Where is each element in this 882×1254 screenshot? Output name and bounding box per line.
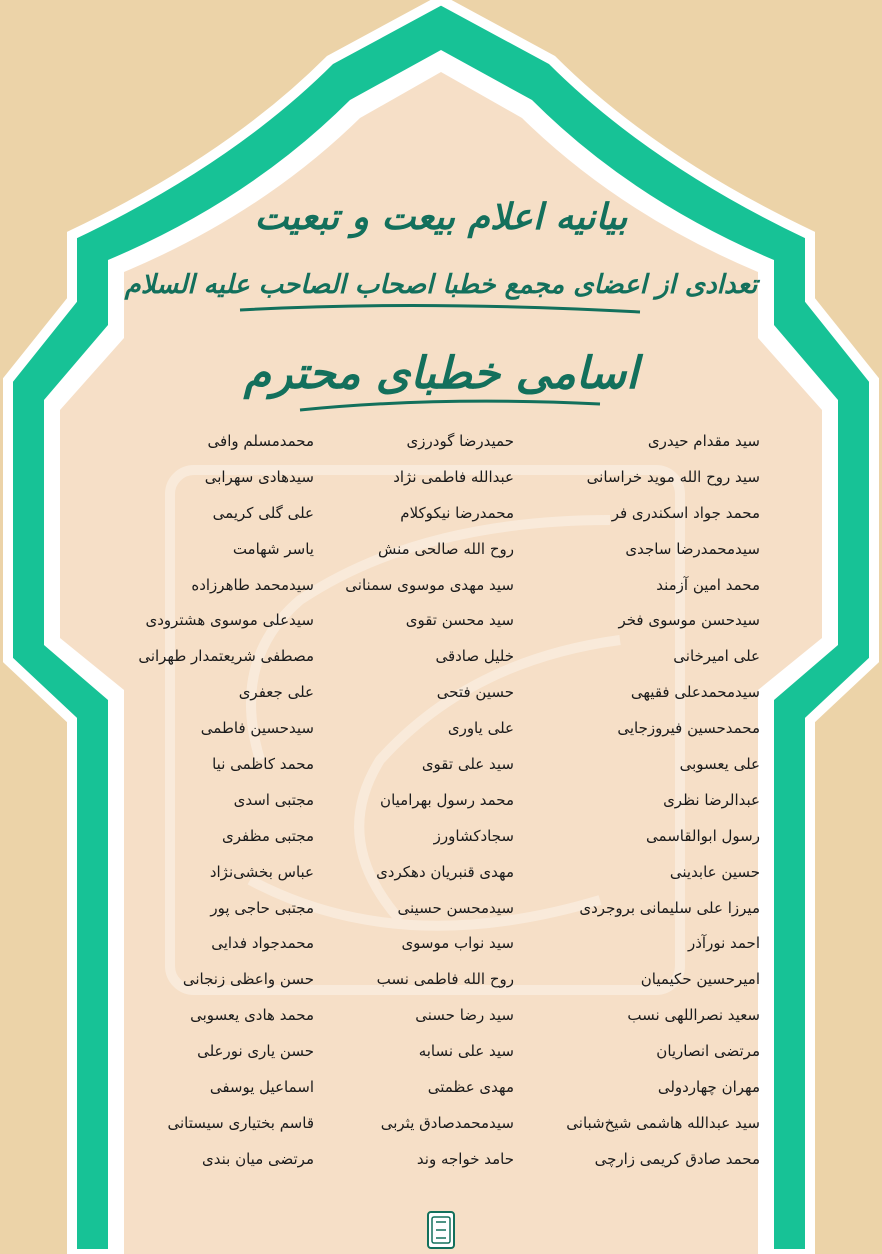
name-item: عبدالرضا نظری [663, 790, 760, 809]
name-item: سید مقدام حیدری [647, 432, 760, 450]
name-item: حسن یاری نورعلی [197, 1042, 314, 1061]
name-item: رسول ابوالقاسمی [646, 826, 760, 845]
name-item: سیدمحسن حسینی [397, 898, 514, 917]
name-item: محمد هادی یعسوبی [190, 1006, 314, 1025]
name-item: محمد کاظمی نیا [212, 755, 314, 774]
name-item: مهدی عظمتی [427, 1078, 514, 1097]
name-item: مجتبی مظفری [222, 826, 314, 845]
name-item: سید علی نسابه [418, 1042, 514, 1061]
name-item: عبدالله فاطمی نژاد [393, 467, 514, 486]
name-item: علی یعسوبی [679, 755, 760, 774]
name-item: حامد خواجه وند [416, 1149, 514, 1168]
name-item: محمد صادق کریمی زارچی [594, 1149, 760, 1168]
name-item: یاسر شهامت [232, 539, 314, 558]
name-item: محمد رسول بهرامیان [380, 790, 514, 809]
name-item: مرتضی میان بندی [202, 1149, 314, 1168]
name-item: روح الله فاطمی نسب [376, 970, 514, 989]
name-item: احمد نورآذر [687, 934, 760, 953]
name-item: سیدمحمد طاهرزاده [191, 575, 314, 594]
name-item: عباس بخشی‌نژاد [209, 862, 314, 881]
name-item: سیدعلی موسوی هشترودی [145, 611, 314, 630]
name-item: محمدرضا نیکوکلام [400, 503, 514, 522]
name-item: حسین عابدینی [669, 862, 760, 881]
name-item: سجادکشاورز [433, 826, 514, 845]
name-item: حسن واعظی زنجانی [182, 970, 314, 989]
name-item: امیرحسین حکیمیان [640, 970, 760, 989]
name-item: حسین فتحی [436, 683, 514, 702]
name-item: علی جعفری [238, 683, 314, 702]
name-item: سید نواب موسوی [401, 934, 514, 953]
name-item: خلیل صادقی [435, 647, 514, 666]
name-item: اسماعیل یوسفی [209, 1078, 314, 1097]
name-item: محمدجواد فدایی [211, 934, 314, 953]
name-item: مجتبی اسدی [233, 790, 314, 809]
name-item: سیدحسن موسوی فخر [618, 611, 760, 630]
name-item: مجتبی حاجی پور [210, 898, 314, 917]
name-item: سید روح الله موید خراسانی [586, 467, 760, 486]
name-item: حمیدرضا گودرزی [406, 432, 514, 450]
name-item: مهدی قنبریان دهکردی [376, 862, 514, 881]
name-item: قاسم بختیاری سیستانی [167, 1113, 314, 1132]
name-item: مرتضی انصاریان [656, 1042, 760, 1061]
name-item: سیدمحمدعلی فقیهی [630, 683, 760, 702]
name-item: علی گلی کریمی [212, 503, 314, 522]
names-column-right [530, 424, 760, 1178]
name-item: سید رضا حسنی [415, 1006, 514, 1025]
name-item: سید محسن تقوی [405, 611, 514, 630]
name-item: مهران چهاردولی [657, 1078, 760, 1097]
names-column-left [84, 424, 314, 1178]
page-title: بیانیه اعلام بیعت و تبعیت [254, 196, 628, 238]
name-item: مصطفی شریعتمدار طهرانی [138, 647, 314, 666]
name-item: سیدحسین فاطمی [200, 719, 314, 738]
names-column-middle [284, 424, 514, 1178]
name-item: سید عبدالله هاشمی شیخ‌شبانی [566, 1113, 760, 1132]
page-subtitle: تعدادی از اعضای مجمع خطبا اصحاب الصاحب علیه السلام [124, 270, 758, 300]
name-item: سیدمحمدصادق یثربی [380, 1113, 514, 1132]
name-item: سعید نصراللهی نسب [627, 1006, 760, 1025]
name-item: علی امیرخانی [673, 647, 760, 666]
names-heading: اسامی خطبای محترم [243, 348, 639, 399]
name-item: روح الله صالحی منش [378, 539, 514, 558]
name-item: محمد جواد اسکندری فر [611, 503, 760, 522]
name-item: میرزا علی سلیمانی بروجردی [579, 898, 760, 917]
name-item: علی یاوری [447, 719, 514, 738]
name-item: محمدحسین فیروزجایی [617, 719, 760, 738]
name-item: سیدهادی سهرابی [204, 467, 314, 486]
name-item: محمد امین آزمند [656, 575, 760, 594]
name-item: سید مهدی موسوی سمنانی [345, 575, 514, 594]
name-item: محمدمسلم وافی [207, 432, 314, 450]
name-item: سیدمحمدرضا ساجدی [625, 539, 760, 558]
logo-seal [428, 1212, 454, 1248]
name-item: سید علی تقوی [421, 755, 514, 774]
